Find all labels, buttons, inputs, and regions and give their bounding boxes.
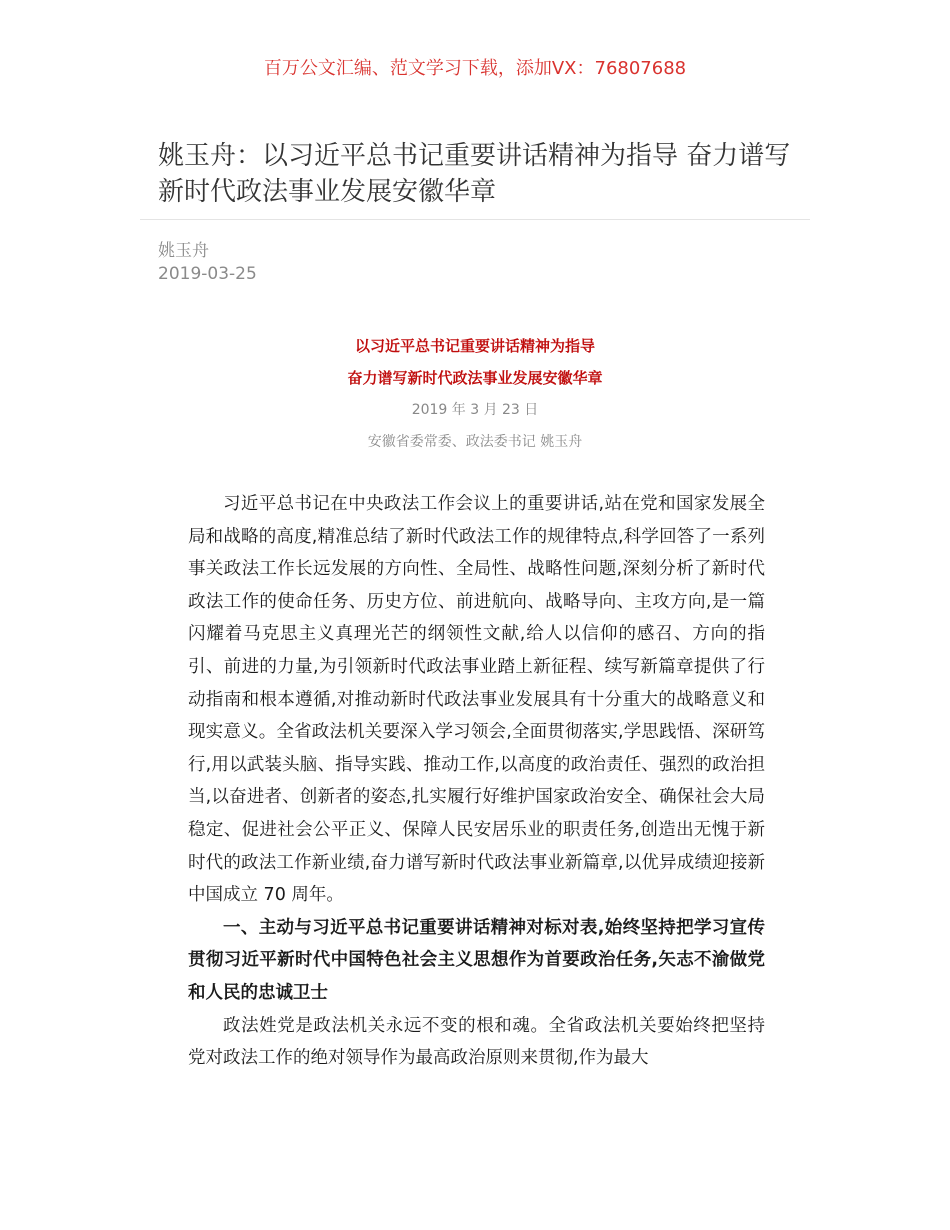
red-title-line-1: 以习近平总书记重要讲话精神为指导 xyxy=(354,337,595,355)
section-heading-1: 一、主动与习近平总书记重要讲话精神对标对表,始终坚持把学习宣传贯彻习近平新时代中国特色社会主义思想作为首要政治任务,矢志不渝做党和人民的忠诚卫士 xyxy=(188,917,765,1003)
body-paragraph-2: 政法姓党是政法机关永远不变的根和魂。全省政法机关要始终把坚持党对政法工作的绝对领导作为最高政治原则来贯彻,作为最大 xyxy=(188,1015,765,1069)
article-meta xyxy=(158,240,257,286)
speech-date: 2019 年 3 月 23 日 xyxy=(411,402,539,418)
article-header xyxy=(0,330,950,458)
publish-date: 2019-03-25 xyxy=(158,264,257,284)
body-paragraph-1: 习近平总书记在中央政法工作会议上的重要讲话,站在党和国家发展全局和战略的高度,精准总结了新时代政法工作的规律特点,科学回答了一系列事关政法工作长远发展的方向性、全局性、战略性问题,深刻分析了新时代政法工作的使命任务、历史方位、前进航向、战略导向、主攻方向,是一篇闪耀着马克思主义真理光芒的纲领性文献,给人以信仰的感召、方向的指引、前进的力量,为引领新时代政法事业踏上新征程、续写新篇章提供了行动指南和根本遵循,对推动新时代政法事业发展具有十分重大的战略意义和现实意义。全省政法机关要深入学习领会,全面贯彻落实,学思践悟、深研笃行,用以武装头脑、指导实践、推动工作,以高度的政治责任、强烈的政治担当,以奋进者、创新者的姿态,扎实履行好维护国家政治安全、确保社会大局稳定、促进社会公平正义、保障人民安居乐业的职责任务,创造出无愧于新时代的政法工作新业绩,奋力谱写新时代政法事业新篇章,以优异成绩迎接新中国成立 70 周年。 xyxy=(188,494,765,906)
promo-banner: 百万公文汇编、范文学习下载，添加VX：76807688 xyxy=(263,58,687,79)
speaker-byline: 安徽省委常委、政法委书记 姚玉舟 xyxy=(367,434,583,450)
article-title: 姚玉舟：以习近平总书记重要讲话精神为指导 奋力谱写新时代政法事业发展安徽华章 xyxy=(158,141,791,207)
title-divider xyxy=(140,219,810,220)
article-body xyxy=(188,488,765,1075)
author-name: 姚玉舟 xyxy=(158,241,209,261)
red-title-line-2: 奋力谱写新时代政法事业发展安徽华章 xyxy=(347,369,603,387)
